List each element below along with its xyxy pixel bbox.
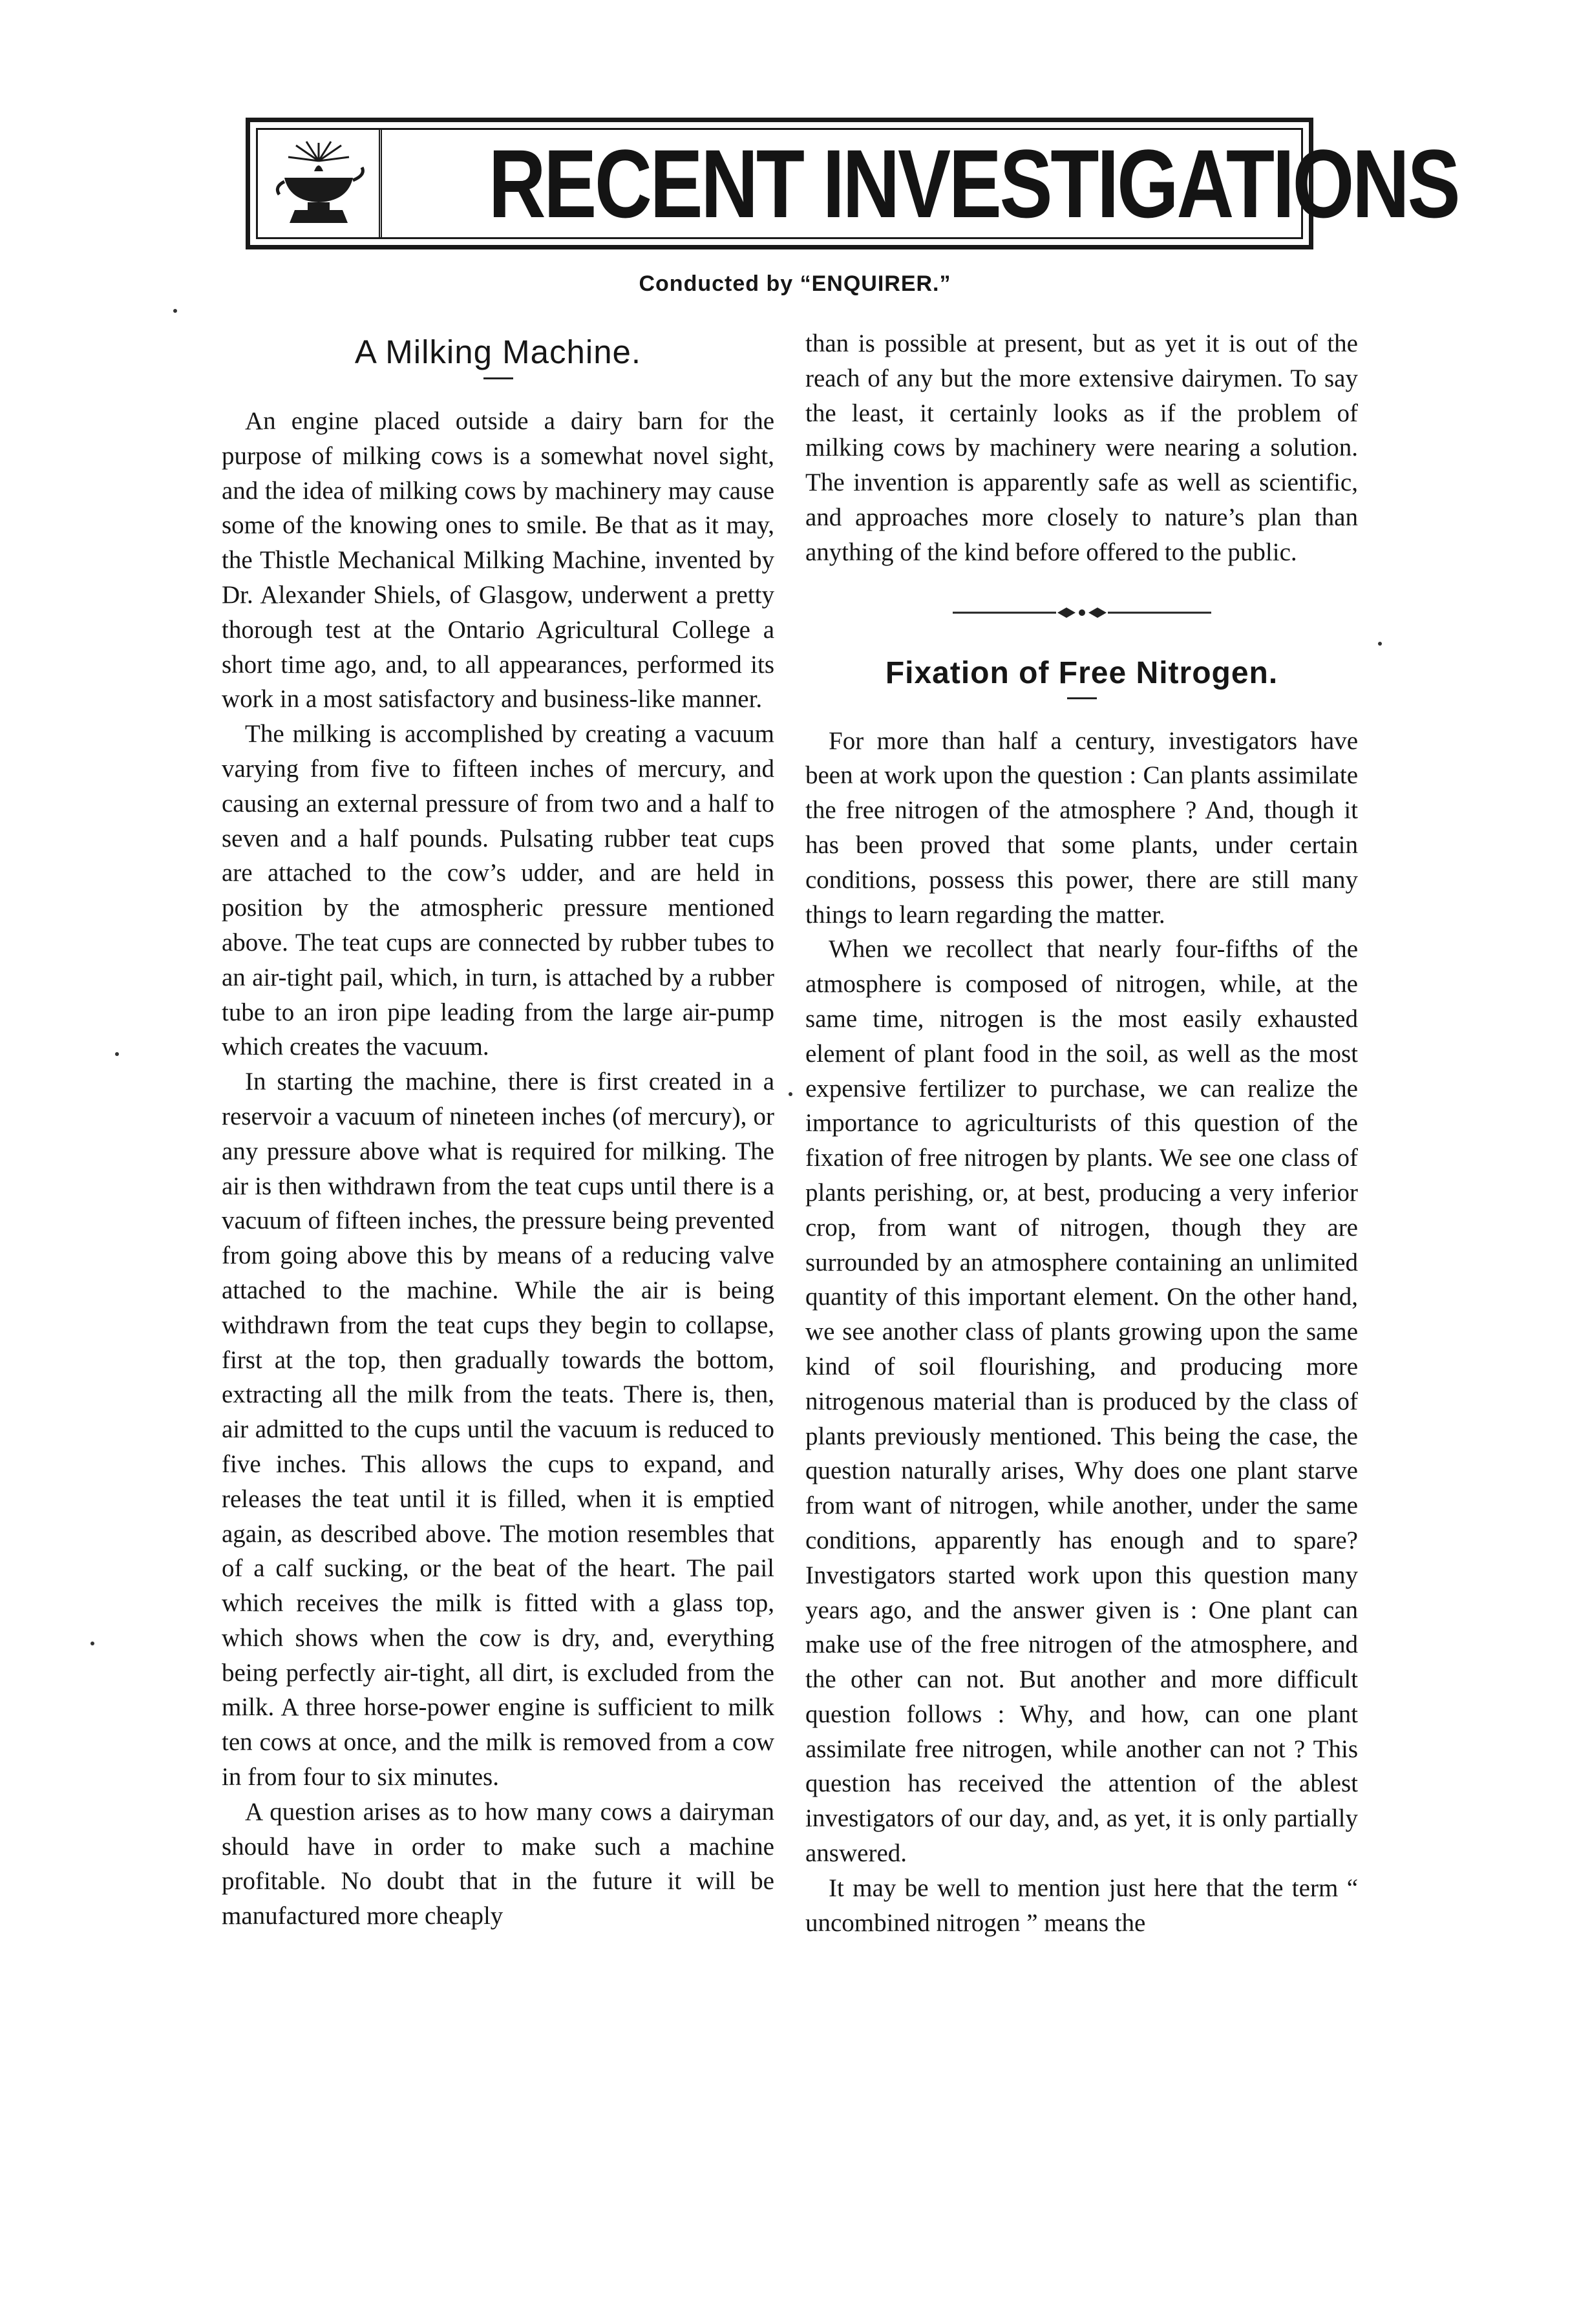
ornamental-divider-icon [953,605,1211,620]
lamp-panel [258,130,382,237]
article-paragraph: A question arises as to how many cows a dairyman should have in order to make such a machine profitable. No doubt that in the future it will be manufactured more cheaply [222,1797,774,1930]
article-paragraph: An engine placed outside a dairy barn for the purpose of milking cows is a somewhat novel sight, and the idea of milking cows by machinery may cause some of the knowing ones to smile. Be that as it may, the Thistle Mechanical Milking Machine, invented by Dr. Alexander Shiels, of Glasgow, underwent a pretty thorough test at the Ontario Agricultural College a short time ago, and, to all appearances, performed its work in a most satisfactory and business-like manner. [222,407,774,713]
title-rule [1067,697,1097,699]
print-speck [173,309,177,313]
article-continuation: than is possible at present, but as yet it is out of the reach of any but the more extensive dairymen. To say the least, it certainly looks as if the problem of milking cows by machinery were nearing a solution. The invention is apparently safe as well as scientific, and approaches more closely to nature’s plan than anything of the kind before offered to the public. [805,330,1358,566]
article-paragraph: The milking is accomplished by creating a vacuum varying from five to fifteen inches of mercury, and causing an external pressure of from two and a half to seven and a half pounds. Pulsating rubber teat cups are attached to the cow’s udder, and are held in position by the atmospheric pressure mentioned above. The teat cups are connected by rubber tubes to an air-tight pail, which, in turn, is attached by a rubber tube to an iron pipe leading from the large air-pump which creates the vacuum. [222,720,774,1061]
article-paragraph: It may be well to mention just here that the term “ uncombined nitrogen ” means the [805,1874,1358,1937]
article-paragraph: In starting the machine, there is first created in a reservoir a vacuum of nineteen inches (of mercury), or any pressure above what is required for milking. The air is then withdrawn from the teat cups until there is a vacuum of fifteen inches, the pressure being prevented from going above this by means of a reducing valve attached to the machine. While the air is being withdrawn from the teat cups they begin to collapse, first at the top, then gradually towards the bottom, extracting all the milk from the teats. There is, then, air admitted to the cups until the vacuum is reduced to five inches. This allows the cups to expand, and releases the teat until it is filled, when it is emptied again, as described above. The motion resembles that of a calf sucking, or the beat of the heart. The pail which receives the milk is fitted with a glass top, which shows when the cow is dry, and, everything being perfectly air-tight, all dirt, is excluded from the milk. A three horse-power engine is sufficient to milk ten cows at once, and the milk is removed from a cow in from four to six minutes. [222,1068,774,1791]
column-left [222,326,774,1934]
conducted-by-line: Conducted by “ENQUIRER.” [639,271,951,296]
print-speck [789,1092,792,1096]
article-paragraph: For more than half a century, investigators have been at work upon the question : Can plants assimilate the free nitrogen of the atmosphere ? And, though it has been proved that some plants, under certain conditions, possess this power, there are still many things to learn regarding the matter. [805,726,1358,929]
print-speck [115,1052,119,1056]
masthead [246,118,1459,249]
column-right [805,326,1358,1940]
article-title-fixation-nitrogen: Fixation of Free Nitrogen. [885,655,1278,690]
masthead-inner-frame [256,128,1459,239]
masthead-title: RECENT INVESTIGATIONS [488,129,1459,238]
print-speck [90,1642,94,1645]
oil-lamp-icon [270,135,367,232]
article-title-milking-machine: A Milking Machine. [354,333,642,370]
article-paragraph: When we recollect that nearly four-fifths of the atmosphere is composed of nitrogen, while, at the same time, nitrogen is the most easily exhausted element of plant food in the soil, as well as the most expensive fertilizer to purchase, we can realize the importance to agriculturists of this question of the fixation of free nitrogen by plants. We see one class of plants perishing, or, at best, producing a very inferior crop, from want of nitrogen, though they are surrounded by an atmosphere containing an unlimited quantity of this important element. On the other hand, we see another class of plants growing upon the same kind of soil flourishing, and producing more nitrogenous material than is produced by the class of plants previously mentioned. This being the case, the question naturally arises, Why does one plant starve from want of nitrogen, while another, under the same conditions, apparently has enough and to spare? Investigators started work upon this question many years ago, and the answer given is : One plant can make use of the free nitrogen of the atmosphere, and the other can not. But another and more difficult question follows : Why, and how, can one plant assimilate free nitrogen, while another can not ? This question has received the attention of the ablest investigators of our day, and, as yet, it is only partially answered. [805,935,1358,1868]
print-speck [1378,642,1382,646]
title-rule [483,377,513,379]
